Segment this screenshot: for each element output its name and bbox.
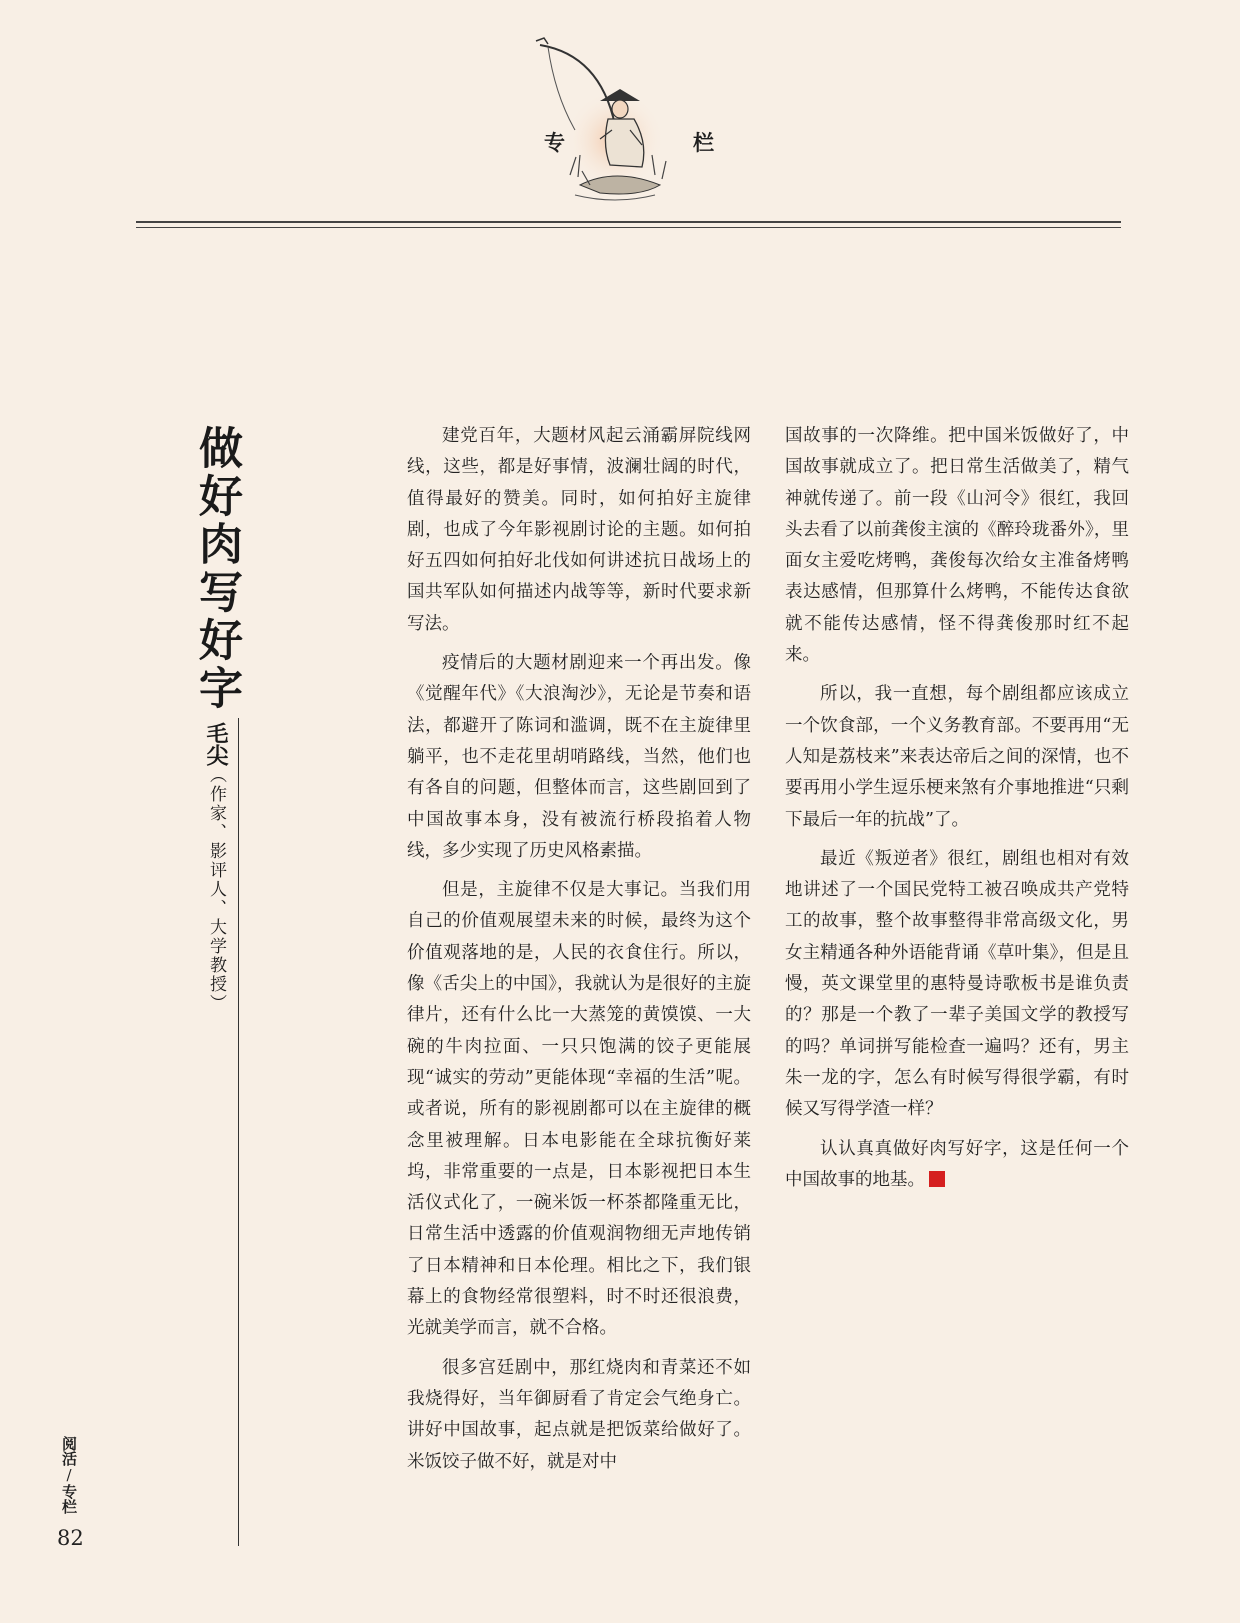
column-label-right: 栏 [693,130,714,155]
header-rule-thin [136,227,1121,228]
author-byline [201,722,231,1013]
author-divider [238,718,239,1546]
paragraph-final [785,1134,1129,1197]
author-name: 毛尖 [203,722,229,766]
paragraph-continued: 国故事的一次降维。把中国米饭做好了，中国故事就成立了。把日常生活做美了，精气神就传递了。前一段《山河令》很红，我回头去看了以前龚俊主演的《醉玲珑番外》，里面女主爱吃烤鸭，龚俊每次给女主准备烤鸭表达感情，但那算什么烤鸭，不能传达食欲就不能传达感情，怪不得龚俊那时红不起来。 [785,426,1129,666]
article-title: 做好肉写好字 [191,425,242,713]
author-role: （作家、影评人、大学教授） [206,766,226,1013]
footer-section: 专栏 [60,1484,78,1514]
paragraph: 疫情后的大题材剧迎来一个再出发。像《觉醒年代》《大浪淘沙》，无论是节奏和语法，都避开了陈词和滥调，既不在主旋律里躺平，也不走花里胡哨路线，当然，他们也有各自的问题，但整体而言，这些剧回到了中国故事本身，没有被流行桥段掐着人物线，多少实现了历史风格素描。 [407,653,751,861]
end-mark-icon [929,1171,945,1187]
paragraph: 所以，我一直想，每个剧组都应该成立一个饮食部，一个义务教育部。不要再用“无人知是荔枝来”来表达帝后之间的深情，也不要再用小学生逗乐梗来煞有介事地推进“只剩下最后一年的抗战”了。 [785,684,1129,830]
footer-section-mark [60,1436,78,1514]
fisherman-illustration [530,35,700,205]
paragraph: 最近《叛逆者》很红，剧组也相对有效地讲述了一个国民党特工被召唤成共产党特工的故事，整个故事整得非常高级文化，男女主精通各种外语能背诵《草叶集》，但是且慢，英文课堂里的惠特曼诗歌板书是谁负责的？那是一个教了一辈子美国文学的教授写的吗？单词拼写能检查一遍吗？还有，男主朱一龙的字，怎么有时候写得很学霸，有时候又写得学渣一样？ [785,848,1129,1120]
magazine-name: 阅活 [60,1436,78,1466]
footer-slash: / [60,1466,78,1484]
column-label-left: 专 [544,130,565,155]
text-column-2 [785,421,1129,1204]
header-rule-thick [136,221,1121,223]
paragraph: 很多宫廷剧中，那红烧肉和青菜还不如我烧得好，当年御厨看了肯定会气绝身亡。讲好中国故事，起点就是把饭菜给做好了。米饭饺子做不好，就是对中 [407,1357,751,1472]
paragraph: 建党百年，大题材风起云涌霸屏院线网线，这些，都是好事情，波澜壮阔的时代，值得最好的赞美。同时，如何拍好主旋律剧，也成了今年影视剧讨论的主题。如何拍好五四如何拍好北伐如何讲述抗日战场上的国共军队如何描述内战等等，新时代要求新写法。 [407,426,751,634]
page-number: 82 [57,1526,84,1550]
paragraph-final-text: 认认真真做好肉写好字，这是任何一个中国故事的地基。 [785,1138,1129,1190]
text-column-1 [407,421,751,1486]
paragraph: 但是，主旋律不仅是大事记。当我们用自己的价值观展望未来的时候，最终为这个价值观落地的是，人民的衣食住行。所以，像《舌尖上的中国》，我就认为是很好的主旋律片，还有什么比一大蒸笼的黄馍馍、一大碗的牛肉拉面、一只只饱满的饺子更能展现“诚实的劳动”更能体现“幸福的生活”呢。或者说，所有的影视剧都可以在主旋律的概念里被理解。日本电影能在全球抗衡好莱坞，非常重要的一点是，日本影视把日本生活仪式化了，一碗米饭一杯茶都隆重无比，日常生活中透露的价值观润物细无声地传销了日本精神和日本伦理。相比之下，我们银幕上的食物经常很塑料，时不时还很浪费，光就美学而言，就不合格。 [407,880,751,1339]
